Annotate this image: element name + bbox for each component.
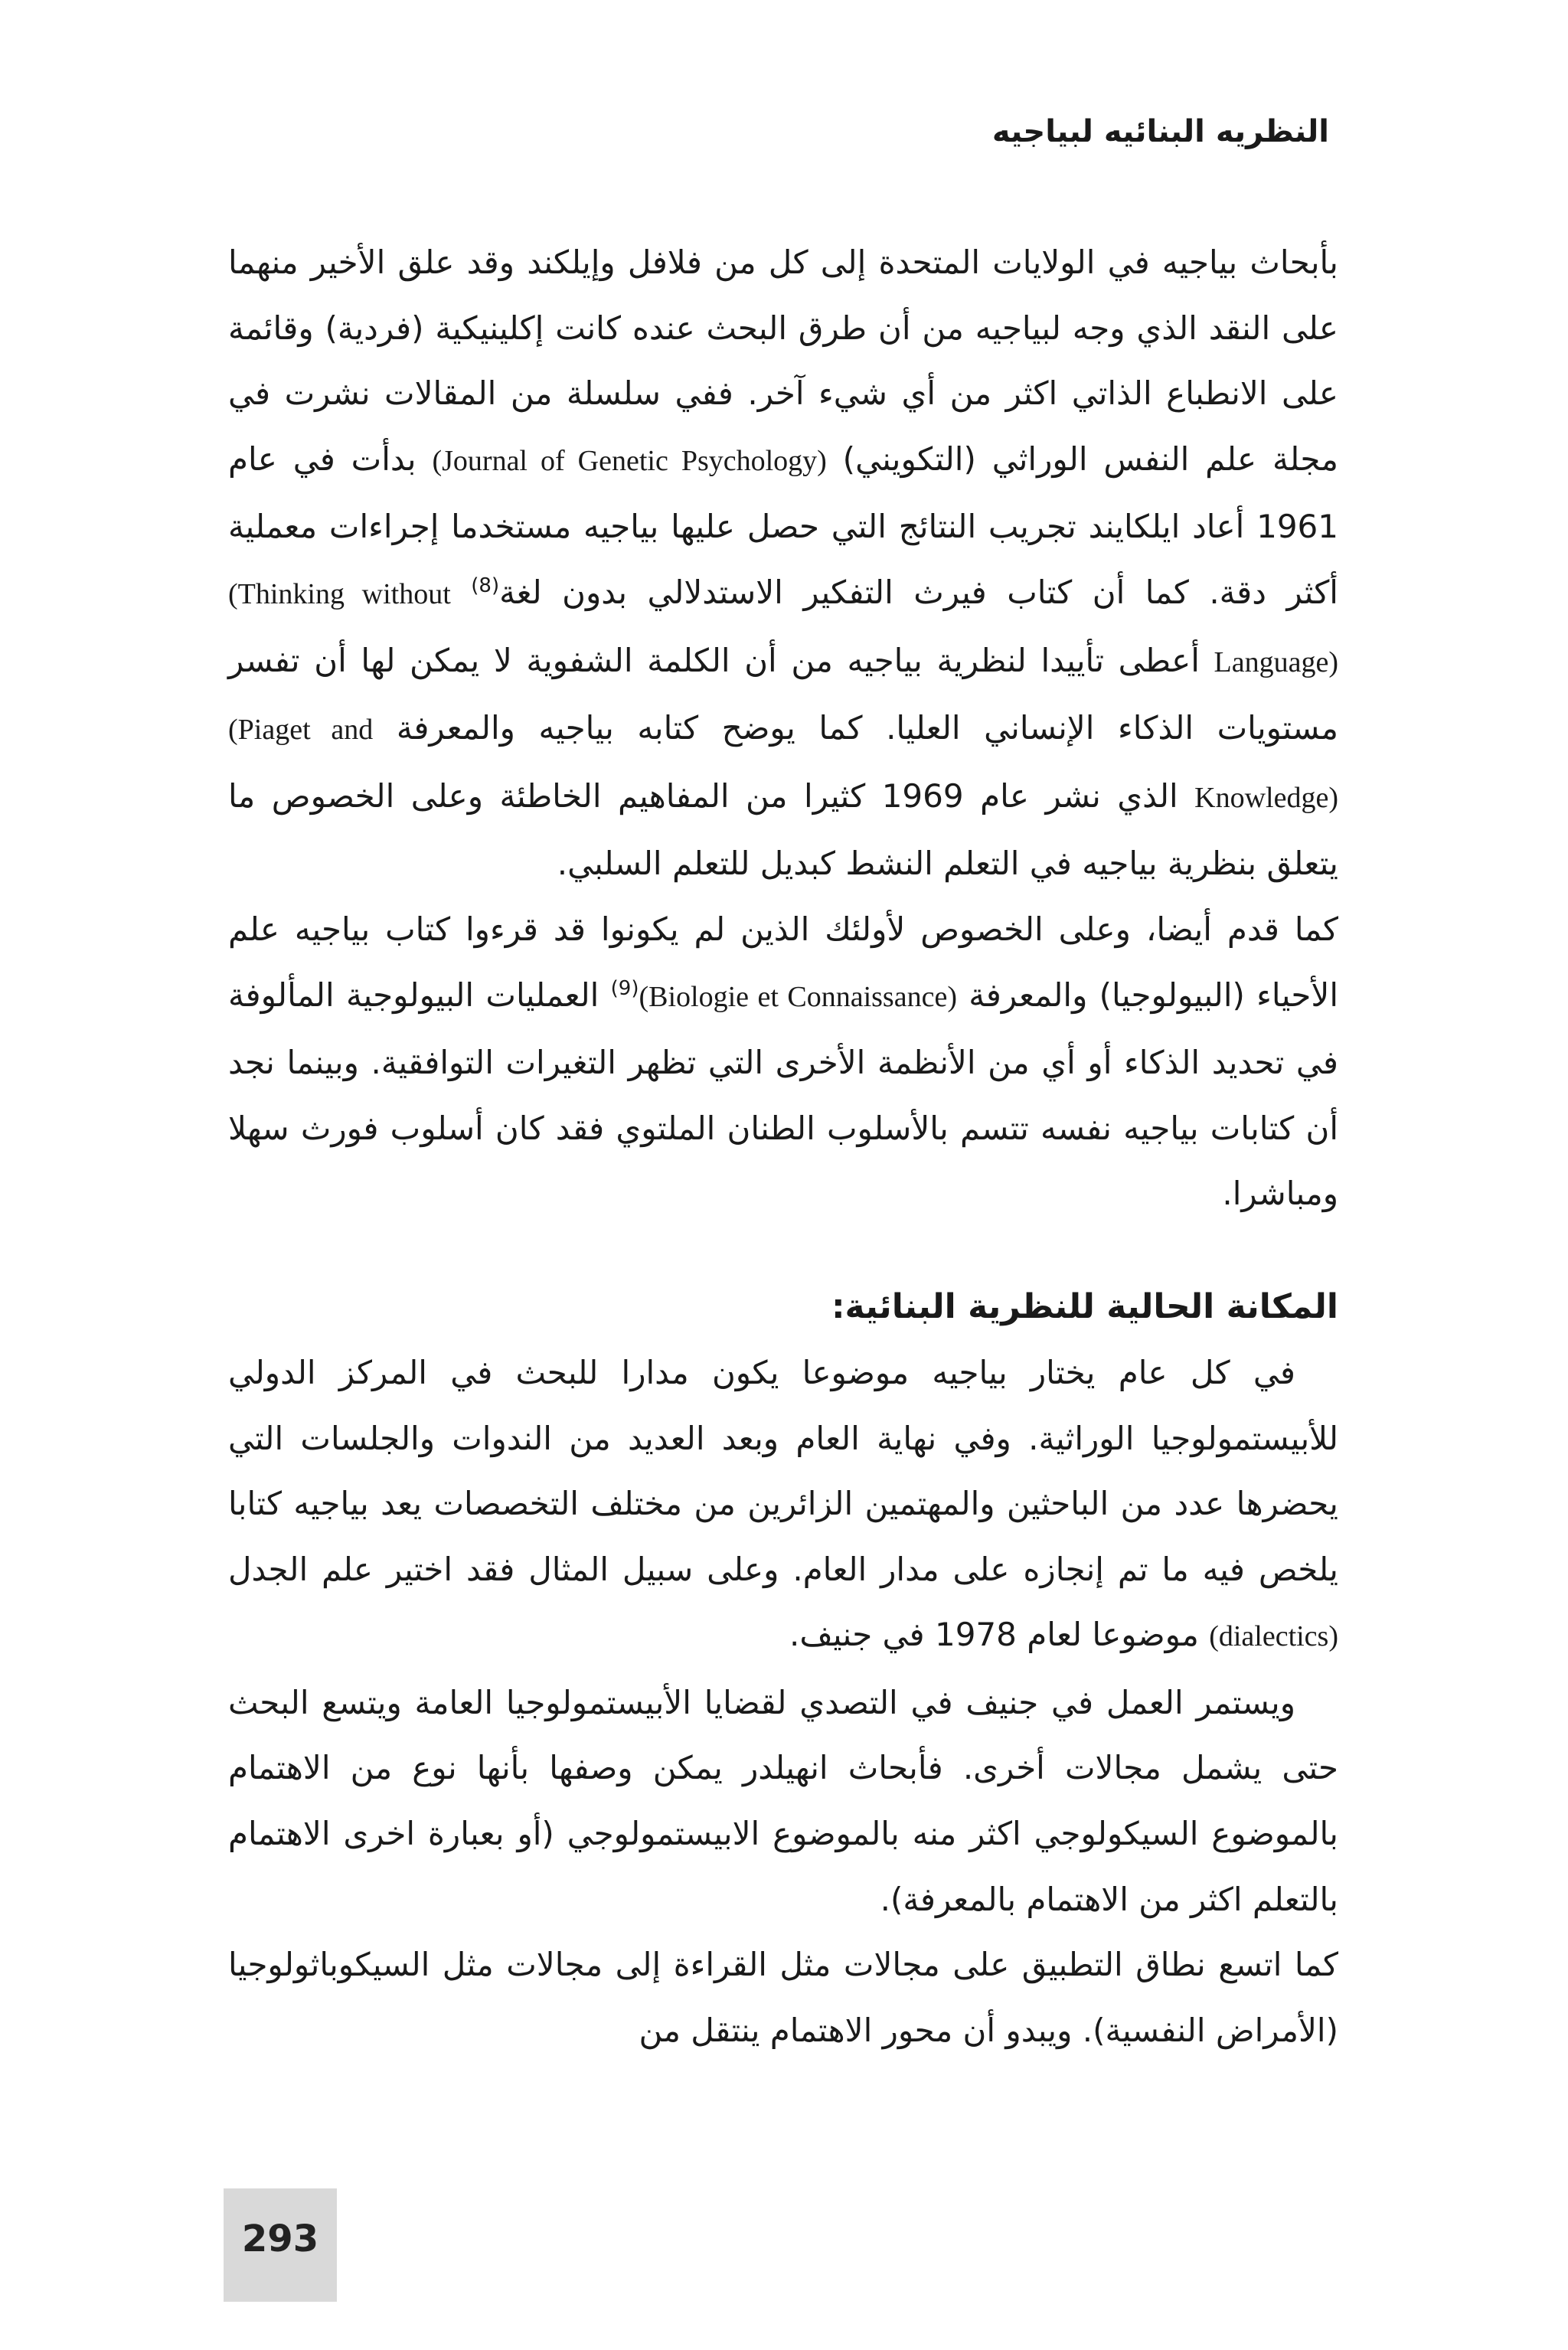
text-run: ويستمر العمل في جنيف في التصدي لقضايا الأبيستمولوجيا العامة ويتسع البحث حتى يشمل مجالات أخرى. فأبحاث انهيلدر يمكن وصفها بأنها نوع من الاهتمام بالموضوع السيكولوجي اكثر منه بالموضوع الابيستمولوجي (أو بعبارة اخرى الاهتمام بالتعلم اكثر من الاهتمام بالمعرفة). [228,1683,1338,1918]
paragraph-5 [228,1932,1338,2063]
latin-title: (Thinking without Language) [228,577,1338,678]
text-run: بدأت في عام 1961 أعاد ايلكايند تجريب النتائج التي حصل عليها بياجيه مستخدما إجراءات معملية أكثر دقة. كما أن كتاب فيرث التفكير الاستدلالي بدون لغة [228,440,1338,611]
text-run: كما اتسع نطاق التطبيق على مجالات مثل القراءة إلى مجالات مثل السيكوباثولوجيا (الأمراض النفسية). ويبدو أن محور الاهتمام ينتقل من [228,1946,1338,2049]
text-run: في كل عام يختار بياجيه موضوعا يكون مدارا للبحث في المركز الدولي للأبيستمولوجيا الوراثية. وفي نهاية العام وبعد العديد من الندوات والجلسات التي يحضرها عدد من الباحثين والمهتمين الزائرين من مختلف التخصصات يعد بياجيه كتابا يلخص فيه ما تم إنجازه على مدار العام. وعلى سبيل المثال فقد اختير علم الجدل [228,1353,1338,1588]
paragraph-3 [228,1340,1338,1670]
footnote-ref: (8) [471,574,500,597]
text-run: كما قدم أيضا، وعلى الخصوص لأولئك الذين لم يكونوا قد قرءوا كتاب بياجيه علم الأحياء (البيولوجيا) والمعرفة [228,910,1338,1014]
latin-term: (dialectics) [1209,1620,1338,1653]
footnote-ref: (9) [610,976,639,1000]
paragraph-2 [228,897,1338,1227]
page-number-box [224,2188,337,2302]
section-heading: المكانة الحالية للنظرية البنائية: [831,1286,1338,1326]
text-run: أعطى تأييدا لنظرية بياجيه من أن الكلمة الشفوية لا يمكن لها أن تفسر مستويات الذكاء الإنساني العليا. كما يوضح كتابه بياجيه والمعرفة [228,641,1338,747]
running-header: النظريه البنائيه لبياجيه [991,114,1329,149]
paragraph-4 [228,1670,1338,1932]
page-number: 293 [241,2218,319,2260]
text-run: موضوعا لعام 1978 في جنيف. [789,1616,1210,1654]
text-run: الذي نشر عام 1969 كثيرا من المفاهيم الخاطئة وعلى الخصوص ما يتعلق بنظرية بياجيه في التعلم النشط كبديل للتعلم السلبي. [228,776,1338,883]
page-body [228,230,1338,2063]
latin-title: (Biologie et Connaissance) [639,980,957,1013]
paragraph-1 [228,230,1338,897]
latin-title: (Piaget and Knowledge) [228,714,1338,814]
text-run: بأبحاث بياجيه في الولايات المتحدة إلى كل من فلافل وإيلكند وقد علق الأخير منهما على النقد الذي وجه لبياجيه من أن طرق البحث عنده كانت إكلينيكية (فردية) وقائمة على الانطباع الذاتي اكثر من أي شيء آخر. ففي سلسلة من المقالات نشرت في مجلة علم النفس الوراثي (التكويني) [228,243,1338,478]
text-run: العمليات البيولوجية المألوفة في تحديد الذكاء أو أي من الأنظمة الأخرى التي تظهر التغيرات التوافقية. وبينما نجد أن كتابات بياجيه نفسه تتسم بالأسلوب الطنان الملتوي فقد كان أسلوب فورث سهلا ومباشرا. [228,976,1338,1213]
latin-title: (Journal of Genetic Psychology) [432,444,827,477]
